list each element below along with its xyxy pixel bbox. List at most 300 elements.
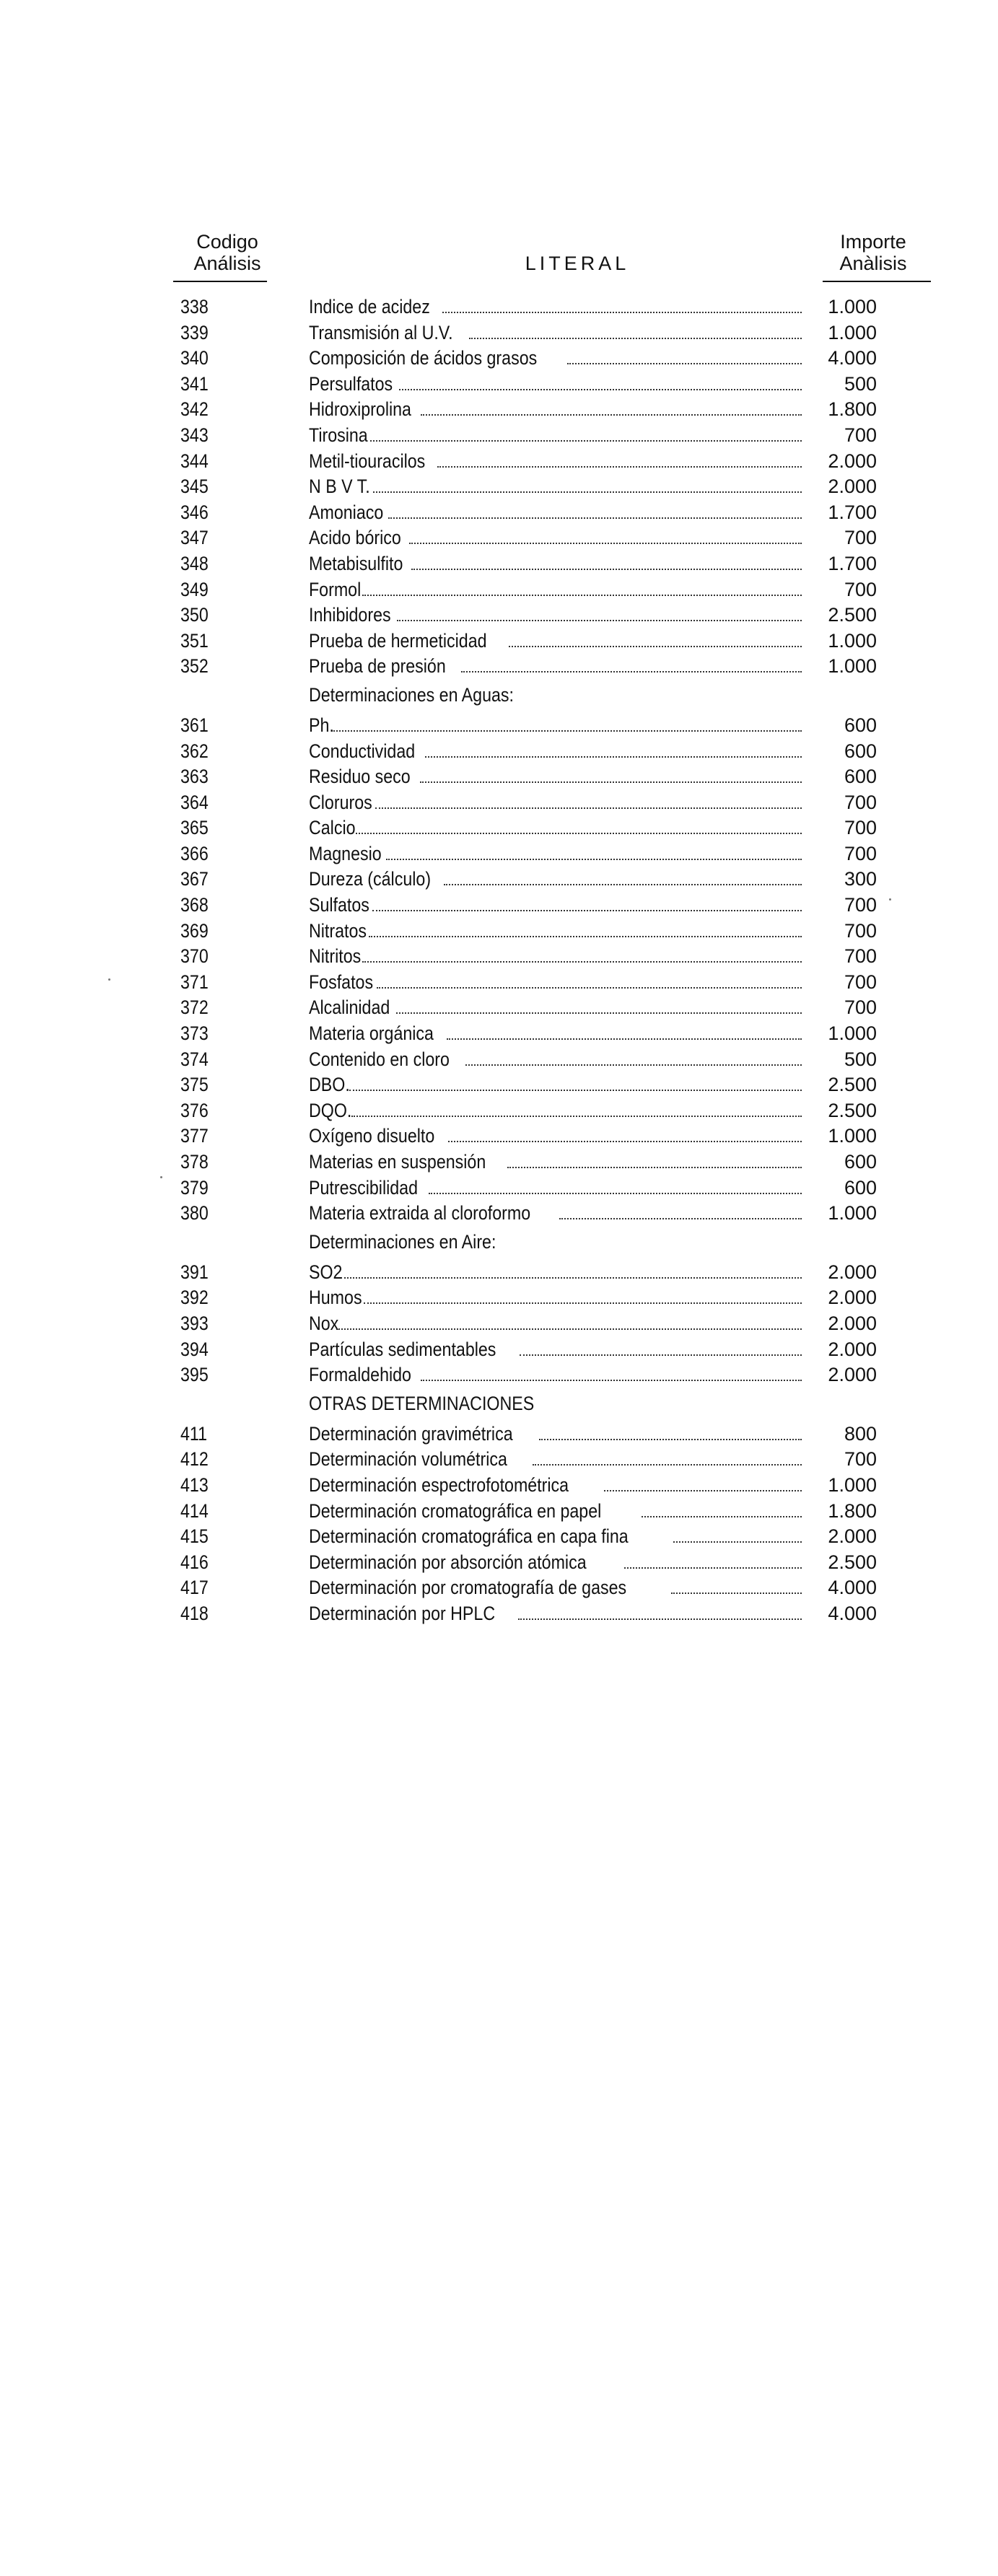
analysis-name: Materia orgánica: [309, 1022, 434, 1045]
dot-leader: [411, 569, 802, 570]
table-row: [0, 713, 998, 739]
analysis-name: Contenido en cloro: [309, 1048, 450, 1070]
analysis-name: Determinación gravimétrica: [309, 1422, 513, 1445]
dot-leader: [356, 833, 802, 834]
analysis-amount: 700: [844, 842, 877, 864]
analysis-amount: 1.000: [828, 321, 877, 343]
table-row: [0, 551, 998, 577]
table-row: [0, 1337, 998, 1363]
analysis-literal: [309, 945, 802, 967]
analysis-literal: [309, 1551, 802, 1573]
dot-leader: [409, 543, 802, 544]
analysis-name: Humos: [309, 1287, 362, 1309]
dot-leader: [429, 1193, 802, 1194]
analysis-literal: [309, 1100, 802, 1121]
analysis-code: 412: [180, 1448, 209, 1471]
table-row: [0, 1601, 998, 1627]
table-row: [0, 628, 998, 654]
table-row: [0, 1499, 998, 1525]
analysis-name: N B V T.: [309, 476, 370, 498]
dot-leader: [397, 620, 802, 621]
table-row: [0, 397, 998, 423]
analysis-name: Determinación por cromatografía de gases: [309, 1577, 627, 1599]
section-title: OTRAS DETERMINACIONES: [309, 1392, 535, 1414]
analysis-code: 414: [180, 1499, 209, 1522]
analysis-code: 361: [180, 714, 209, 736]
analysis-name: Sulfatos: [309, 894, 369, 916]
analysis-name: Persulfatos: [309, 372, 393, 395]
analysis-literal: [309, 1474, 802, 1496]
analysis-code: 417: [180, 1577, 209, 1599]
analysis-amount: 2.000: [828, 476, 877, 498]
table-row: [0, 919, 998, 945]
table-row: [0, 1149, 998, 1175]
analysis-code: 362: [180, 740, 209, 762]
analysis-amount: 2.000: [828, 1525, 877, 1548]
analysis-code: 346: [180, 501, 209, 523]
dot-leader: [509, 646, 802, 647]
analysis-name: Determinación por absorción atómica: [309, 1551, 587, 1573]
analysis-amount: 4.000: [828, 1602, 877, 1624]
analysis-name: Determinación por HPLC: [309, 1602, 496, 1624]
dot-leader: [420, 781, 802, 783]
analysis-code: 342: [180, 398, 209, 421]
table-row: [0, 764, 998, 790]
analysis-code: 413: [180, 1473, 209, 1496]
analysis-name: Materia extraida al cloroformo: [309, 1202, 531, 1225]
analysis-literal: [309, 476, 802, 497]
dot-leader: [336, 1328, 802, 1330]
analysis-code: 367: [180, 868, 209, 890]
analysis-name: Indice de acidez: [309, 296, 430, 317]
analysis-amount: 2.500: [828, 1074, 877, 1096]
analysis-name: Hidroxiprolina: [309, 398, 411, 421]
analysis-amount: 1.000: [828, 1125, 877, 1147]
dot-leader: [372, 910, 802, 911]
analysis-amount: 700: [844, 894, 877, 916]
dot-leader: [373, 491, 802, 493]
analysis-amount: 4.000: [828, 347, 877, 369]
analysis-name: Materias en suspensión: [309, 1151, 486, 1173]
dot-leader: [604, 1490, 802, 1491]
analysis-amount: 1.000: [828, 1473, 877, 1496]
analysis-literal: [309, 1261, 802, 1283]
analysis-code: 350: [180, 604, 209, 626]
analysis-amount: 2.000: [828, 1364, 877, 1386]
analysis-literal: [309, 1202, 802, 1224]
analysis-amount: 2.000: [828, 450, 877, 472]
dot-leader: [442, 312, 802, 313]
code-header-line1: Codigo: [196, 231, 258, 253]
analysis-code: 341: [180, 372, 209, 395]
table-row: [0, 346, 998, 372]
analysis-name: Metabisulfito: [309, 552, 403, 574]
analysis-amount: 1.800: [828, 398, 877, 421]
amount-header-line2: Anàlisis: [839, 253, 907, 274]
analysis-literal: [309, 971, 802, 993]
analysis-name: Calcio: [309, 817, 356, 839]
table-row: [0, 577, 998, 603]
analysis-code: 351: [180, 629, 209, 652]
analysis-name: Formol: [309, 578, 362, 600]
section-title: Determinaciones en Aire:: [309, 1230, 496, 1253]
table-row: [0, 1311, 998, 1337]
analysis-literal: [309, 604, 802, 626]
analysis-name: Inhibidores: [309, 604, 391, 626]
analysis-literal: [309, 1074, 802, 1095]
dot-leader: [518, 1618, 802, 1620]
analysis-amount: 2.500: [828, 1099, 877, 1121]
table-row: [0, 1021, 998, 1047]
dot-leader: [469, 338, 802, 339]
analysis-amount: 2.000: [828, 1287, 877, 1309]
analysis-name: Prueba de presión: [309, 655, 446, 678]
analysis-code: 347: [180, 527, 209, 549]
section-heading-row: [0, 1388, 998, 1421]
analysis-amount: 700: [844, 527, 877, 549]
table-row: [0, 500, 998, 526]
dot-leader: [671, 1593, 802, 1594]
analysis-literal: [309, 579, 802, 600]
analysis-name: Fosfatos: [309, 971, 374, 993]
analysis-name: Nitratos: [309, 919, 367, 942]
analysis-name: DBO.: [309, 1074, 350, 1096]
scan-speck: [108, 978, 110, 981]
analysis-amount: 1.000: [828, 296, 877, 317]
analysis-amount: 4.000: [828, 1577, 877, 1599]
table-row: [0, 1175, 998, 1201]
analysis-name: Alcalinidad: [309, 996, 390, 1019]
analysis-amount: 2.000: [828, 1312, 877, 1334]
dot-leader: [341, 1277, 802, 1279]
table-row: [0, 654, 998, 680]
analysis-amount: 300: [844, 868, 877, 890]
analysis-name: Dureza (cálculo): [309, 868, 432, 890]
analysis-amount: 500: [844, 372, 877, 395]
dot-leader: [448, 1141, 802, 1142]
dot-leader: [377, 987, 802, 989]
code-header-line2: Análisis: [193, 253, 261, 274]
analysis-code: 411: [180, 1422, 208, 1445]
analysis-name: Metil-tiouracilos: [309, 450, 426, 472]
analysis-name: Conductividad: [309, 740, 416, 762]
dot-leader: [351, 1116, 802, 1117]
analysis-code: 376: [180, 1099, 209, 1121]
analysis-name: Formaldehido: [309, 1364, 411, 1386]
analysis-code: 391: [180, 1261, 209, 1283]
analysis-literal: [309, 553, 802, 574]
table-row: [0, 320, 998, 346]
dot-leader: [642, 1516, 802, 1517]
table-row: [0, 1473, 998, 1499]
table-row: [0, 1098, 998, 1124]
table-row: [0, 1260, 998, 1286]
analysis-amount: 1.000: [828, 1202, 877, 1225]
analysis-code: 369: [180, 919, 209, 942]
table-row: [0, 1550, 998, 1576]
analysis-name: DQO.: [309, 1099, 352, 1121]
analysis-amount: 2.500: [828, 604, 877, 626]
dot-leader: [362, 961, 802, 963]
analysis-name: Prueba de hermeticidad: [309, 629, 487, 652]
literal-column-header: LITERAL: [525, 253, 630, 274]
analysis-literal: [309, 1364, 802, 1385]
amount-header-rule: [823, 281, 931, 282]
analysis-code: 368: [180, 894, 209, 916]
analysis-literal: [309, 1313, 802, 1334]
analysis-name: Determinación cromatográfica en papel: [309, 1499, 602, 1522]
table-row: [0, 1524, 998, 1550]
table-row: [0, 294, 998, 320]
analysis-name: Ph.: [309, 714, 334, 736]
amount-header-line1: Importe: [840, 231, 906, 253]
dot-leader: [369, 936, 802, 937]
table-row: [0, 1201, 998, 1227]
analysis-code: 349: [180, 578, 209, 600]
analysis-code: 416: [180, 1551, 209, 1573]
analysis-amount: 600: [844, 1176, 877, 1199]
table-row: [0, 995, 998, 1021]
analysis-literal: [309, 1177, 802, 1199]
analysis-code: 348: [180, 552, 209, 574]
analysis-code: 372: [180, 996, 209, 1019]
analysis-amount: 500: [844, 1048, 877, 1070]
analysis-literal: [309, 655, 802, 677]
dot-leader: [461, 671, 802, 673]
amount-column-header: [819, 231, 927, 274]
analysis-code: 363: [180, 766, 209, 788]
analysis-name: Oxígeno disuelto: [309, 1125, 435, 1147]
analysis-name: Residuo seco: [309, 766, 411, 788]
analysis-code: 344: [180, 450, 209, 472]
dot-leader: [447, 1038, 802, 1040]
analysis-literal: [309, 398, 802, 420]
table-row: [0, 1072, 998, 1098]
dot-leader: [533, 1464, 802, 1466]
analysis-literal: [309, 630, 802, 652]
code-column-header: [177, 231, 278, 274]
analysis-name: Putrescibilidad: [309, 1176, 419, 1199]
analysis-amount: 1.800: [828, 1499, 877, 1522]
dot-leader: [567, 363, 802, 364]
analysis-literal: [309, 714, 802, 736]
analysis-amount: 1.000: [828, 1022, 877, 1045]
table-row: [0, 1575, 998, 1601]
analysis-code: 371: [180, 971, 209, 993]
dot-leader: [370, 440, 802, 442]
analysis-name: Nitritos: [309, 945, 362, 968]
analysis-literal: [309, 1577, 802, 1598]
analysis-amount: 700: [844, 817, 877, 839]
analysis-amount: 800: [844, 1422, 877, 1445]
table-row: [0, 790, 998, 816]
analysis-literal: [309, 1151, 802, 1173]
dot-leader: [539, 1439, 802, 1440]
analysis-literal: [309, 450, 802, 472]
analysis-name: Amoniaco: [309, 501, 384, 523]
dot-leader: [331, 730, 802, 732]
table-row: [0, 841, 998, 867]
dot-leader: [559, 1218, 802, 1219]
analysis-code: 366: [180, 842, 209, 864]
table-row: [0, 1421, 998, 1447]
table-row: [0, 1047, 998, 1073]
analysis-amount: 600: [844, 714, 877, 736]
table-row: [0, 867, 998, 893]
dot-leader: [520, 1354, 802, 1356]
analysis-code: 365: [180, 817, 209, 839]
analysis-code: 338: [180, 296, 209, 317]
analysis-code: 377: [180, 1125, 209, 1147]
analysis-code: 364: [180, 791, 209, 813]
analysis-code: 392: [180, 1287, 209, 1309]
table-row: [0, 970, 998, 996]
analysis-amount: 2.500: [828, 1551, 877, 1573]
table-row: [0, 1362, 998, 1388]
analysis-literal: [309, 322, 802, 343]
section-title: Determinaciones en Aguas:: [309, 683, 514, 706]
analysis-literal: [309, 347, 802, 369]
analysis-code: 418: [180, 1602, 209, 1624]
dot-leader: [437, 466, 802, 468]
table-row: [0, 372, 998, 398]
analysis-literal: [309, 1287, 802, 1308]
scan-speck: [889, 898, 891, 901]
analysis-name: Transmisión al U.V.: [309, 321, 453, 343]
analysis-code: 395: [180, 1364, 209, 1386]
analysis-name: Composición de ácidos grasos: [309, 347, 538, 369]
analysis-amount: 700: [844, 971, 877, 993]
analysis-literal: [309, 373, 802, 395]
analysis-literal: [309, 1500, 802, 1522]
analysis-literal: [309, 792, 802, 813]
analysis-literal: [309, 527, 802, 548]
analysis-literal: [309, 501, 802, 523]
dot-leader: [396, 1012, 802, 1014]
dot-leader: [375, 807, 802, 809]
analysis-literal: [309, 1423, 802, 1445]
analysis-literal: [309, 766, 802, 787]
code-header-rule: [173, 281, 267, 282]
dot-leader: [421, 1380, 802, 1381]
analysis-amount: 600: [844, 766, 877, 788]
table-row: [0, 603, 998, 628]
analysis-amount: 700: [844, 919, 877, 942]
analysis-code: 345: [180, 476, 209, 498]
table-row: [0, 1447, 998, 1473]
analysis-amount: 700: [844, 791, 877, 813]
analysis-literal: [309, 1022, 802, 1044]
table-row: [0, 1285, 998, 1311]
analysis-literal: [309, 1603, 802, 1624]
analysis-literal: [309, 296, 802, 317]
table-row: [0, 449, 998, 475]
analysis-literal: [309, 894, 802, 916]
analysis-name: Partículas sedimentables: [309, 1338, 496, 1360]
analysis-code: 340: [180, 347, 209, 369]
analysis-code: 373: [180, 1022, 209, 1045]
analysis-code: 375: [180, 1074, 209, 1096]
analysis-code: 370: [180, 945, 209, 968]
table-row: [0, 815, 998, 841]
analysis-amount: 600: [844, 1151, 877, 1173]
analysis-name: Cloruros: [309, 791, 372, 813]
dot-leader: [386, 859, 802, 860]
dot-leader: [362, 595, 802, 596]
analysis-literal: [309, 920, 802, 942]
analysis-code: 415: [180, 1525, 209, 1548]
analysis-name: Determinación cromatográfica en capa fina: [309, 1525, 629, 1548]
analysis-code: 393: [180, 1312, 209, 1334]
dot-leader: [673, 1541, 802, 1543]
analysis-literal: [309, 740, 802, 762]
analysis-name: Tirosina: [309, 424, 368, 446]
dot-leader: [425, 756, 802, 758]
analysis-literal: [309, 424, 802, 446]
analysis-literal: [309, 817, 802, 838]
analysis-code: 339: [180, 321, 209, 343]
scan-speck: [160, 1176, 162, 1178]
analysis-amount: 700: [844, 945, 877, 968]
analysis-literal: [309, 843, 802, 864]
dot-leader: [421, 414, 802, 416]
analysis-amount: 1.700: [828, 552, 877, 574]
dot-leader: [388, 517, 802, 519]
table-row: [0, 893, 998, 919]
analysis-amount: 700: [844, 424, 877, 446]
analysis-amount: 700: [844, 1448, 877, 1471]
analysis-amount: 600: [844, 740, 877, 762]
analysis-code: 394: [180, 1338, 209, 1360]
analysis-code: 379: [180, 1176, 209, 1199]
analysis-amount: 1.000: [828, 629, 877, 652]
analysis-amount: 2.000: [828, 1338, 877, 1360]
table-row: [0, 474, 998, 500]
analysis-code: 378: [180, 1151, 209, 1173]
dot-leader: [349, 1090, 802, 1091]
table-row: [0, 423, 998, 449]
analysis-amount: 700: [844, 996, 877, 1019]
section-heading-row: [0, 1227, 998, 1260]
price-table: [0, 294, 998, 1627]
dot-leader: [364, 1302, 802, 1304]
analysis-code: 343: [180, 424, 209, 446]
analysis-literal: [309, 868, 802, 890]
analysis-name: Magnesio: [309, 842, 382, 864]
analysis-literal: [309, 1448, 802, 1470]
analysis-literal: [309, 1339, 802, 1360]
table-row: [0, 1123, 998, 1149]
analysis-name: Determinación volumétrica: [309, 1448, 507, 1471]
analysis-code: 380: [180, 1202, 209, 1225]
analysis-amount: 1.000: [828, 655, 877, 678]
analysis-literal: [309, 996, 802, 1018]
analysis-literal: [309, 1125, 802, 1147]
analysis-literal: [309, 1525, 802, 1547]
analysis-amount: 2.000: [828, 1261, 877, 1283]
table-row: [0, 739, 998, 765]
dot-leader: [399, 389, 802, 390]
table-row: [0, 525, 998, 551]
table-row: [0, 944, 998, 970]
dot-leader: [507, 1167, 802, 1168]
dot-leader: [465, 1064, 802, 1066]
analysis-name: Nox: [309, 1312, 339, 1334]
dot-leader: [444, 884, 802, 885]
analysis-name: Acido bórico: [309, 527, 401, 549]
analysis-code: 352: [180, 655, 209, 678]
analysis-code: 374: [180, 1048, 209, 1070]
